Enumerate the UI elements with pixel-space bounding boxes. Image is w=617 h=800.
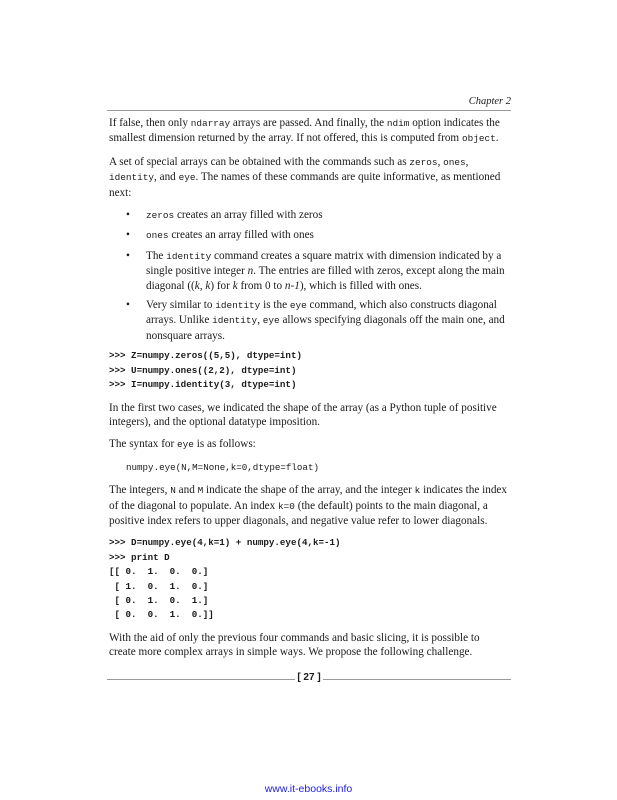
text: allows specifying diagonals off the main one, and nonsquare arrays. [146, 314, 505, 342]
text: . The entries are filled with zeros, except along the main diagonal (( [146, 265, 505, 292]
list-item [109, 208, 509, 223]
paragraph-shape-explanation: In the first two cases, we indicated the shape of the array (as a Python tuple of positive integers), and the optional datatype imposition. [109, 401, 497, 428]
text: command creates a square matrix with dimension indicated by a single positive integer [146, 249, 502, 278]
math-var: k [194, 279, 200, 292]
inline-code: ndarray [190, 118, 231, 129]
text: from 0 to [237, 279, 285, 292]
text: If false, then only [109, 117, 191, 129]
chapter-header: Chapter 2 [468, 96, 511, 107]
math-var: n [247, 265, 254, 278]
inline-code: ones [443, 156, 466, 168]
list-item [109, 228, 509, 243]
text: , [437, 155, 444, 168]
code-line: >>> Z=numpy.zeros((5,5), dtype=int) [109, 350, 302, 362]
text: . The names of these commands are quite informative, as mentioned next: [109, 171, 501, 199]
output-line: [ 0. 1. 0. 1.] [109, 594, 209, 606]
text: ) for [210, 279, 233, 292]
text: (the default) points to the main diagonal, a positive index refers to upper diagonals, and negative value refer to lower diagonals. [109, 499, 488, 527]
header-rule [107, 110, 511, 111]
code-line: >>> print D [109, 551, 170, 563]
text: and [175, 484, 198, 497]
list-item [109, 249, 509, 293]
inline-code: N [170, 485, 176, 497]
bullet-icon: • [126, 229, 130, 242]
page-footer [107, 672, 511, 686]
text: is the [260, 299, 290, 312]
output-line: [ 0. 0. 1. 0.]] [109, 609, 214, 621]
inline-code: identity [215, 300, 261, 312]
command-bullet-list [109, 208, 509, 343]
code-block-eye-example [109, 536, 509, 565]
text: , and [154, 171, 179, 184]
bullet-icon: • [126, 209, 130, 222]
inline-code: eye [262, 315, 280, 327]
text: arrays are passed. And finally, the [230, 117, 387, 129]
inline-code: zeros [409, 156, 438, 168]
text: , [465, 155, 469, 168]
paragraph-challenge: With the aid of only the previous four commands and basic slicing, it is possible to create more complex arrays in simple ways. We propose the following challenge. [109, 631, 480, 659]
text: . [495, 132, 499, 145]
code-block-special-arrays [109, 349, 509, 392]
text: The integers, [109, 484, 171, 497]
list-item [109, 298, 509, 343]
code-line: >>> D=numpy.eye(4,k=1) + numpy.eye(4,k=-1) [109, 537, 341, 549]
paragraph-special-arrays [109, 155, 509, 200]
text: ), which is filled with ones. [299, 279, 422, 292]
text: option indicates the smallest dimension returned by the array. If not offered, this is computed from [109, 117, 500, 145]
text: indicate the shape of the array, and the integer [203, 484, 415, 497]
inline-code: eye [178, 172, 196, 184]
text: The [146, 249, 167, 262]
paragraph-ndarray [109, 116, 509, 147]
text: Very similar to [146, 299, 216, 312]
page-number: [ 27 ] [297, 672, 321, 683]
inline-code: M [197, 485, 204, 497]
footer-rule-left [107, 679, 295, 680]
paragraph-eye-arguments [109, 483, 509, 528]
math-var: n-1 [284, 279, 300, 292]
text: is as follows: [193, 438, 256, 451]
matrix-output [109, 565, 509, 623]
inline-code: eye [289, 300, 307, 312]
text: command, which also constructs diagonal arrays. Unlike [146, 299, 497, 327]
output-line: [ 1. 0. 1. 0.] [109, 580, 209, 592]
inline-code: zeros [146, 210, 175, 222]
text: The syntax for [109, 438, 178, 451]
inline-code: identity [166, 250, 212, 262]
inline-code: object [461, 133, 496, 145]
inline-code: eye [177, 439, 194, 451]
footer-rule-right [323, 679, 511, 680]
inline-code: ones [146, 230, 169, 242]
text: , [199, 279, 206, 292]
bullet-icon: • [126, 299, 130, 312]
page-content [109, 116, 509, 668]
math-var: k [205, 279, 211, 292]
text: creates an array filled with ones [168, 229, 314, 242]
inline-code: identity [109, 172, 155, 184]
watermark-link[interactable]: www.it-ebooks.info [264, 783, 353, 795]
math-var: k [232, 279, 238, 292]
inline-code: identity [212, 315, 258, 327]
inline-code: k [414, 485, 421, 497]
code-line: >>> I=numpy.identity(3, dtype=int) [109, 379, 297, 391]
text: , [257, 314, 263, 327]
inline-code: k=0 [278, 500, 295, 512]
text: A set of special arrays can be obtained with the commands such as [109, 155, 410, 168]
output-line: [[ 0. 1. 0. 0.] [109, 566, 209, 578]
paragraph-eye-syntax-intro [109, 437, 509, 452]
eye-syntax: numpy.eye(N,M=None,k=0,dtype=float) [126, 461, 319, 473]
bullet-icon: • [126, 249, 130, 262]
text: indicates the index of the diagonal to populate. An index [109, 484, 507, 512]
text: creates an array filled with zeros [174, 209, 323, 222]
inline-code: ndim [386, 118, 410, 129]
code-line: >>> U=numpy.ones((2,2), dtype=int) [109, 364, 297, 376]
